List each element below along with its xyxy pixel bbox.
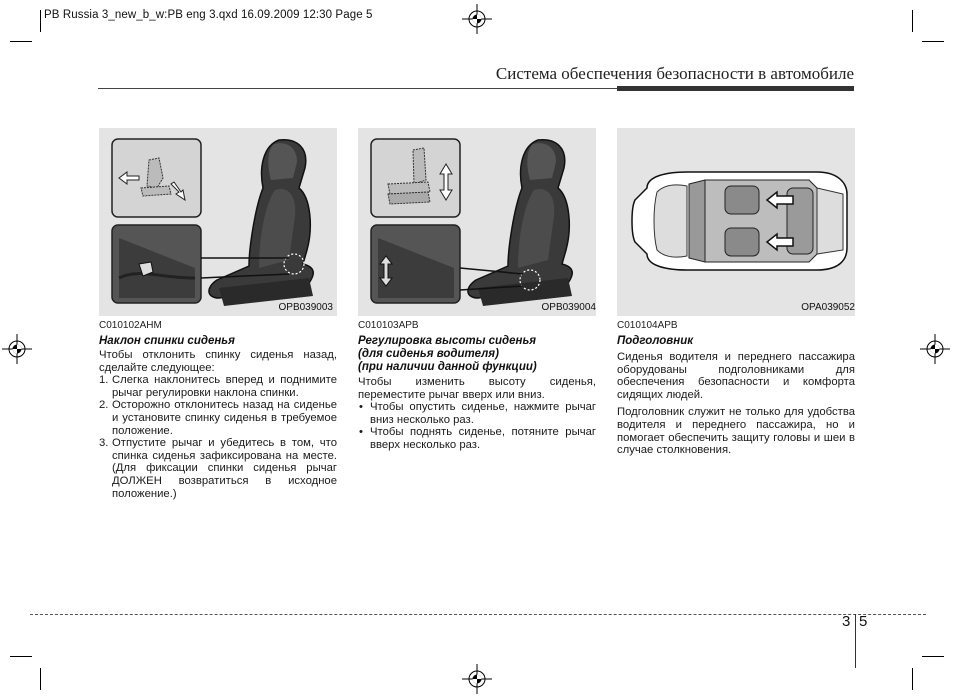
heading-line: (для сиденья водителя) bbox=[358, 348, 499, 360]
section-code: C010104APB bbox=[617, 320, 678, 331]
crop-mark bbox=[10, 656, 32, 657]
heading-line: Подголовник bbox=[617, 335, 694, 347]
list-item: • Чтобы опустить сиденье, нажмите рычаг вниз несколько раз. bbox=[358, 401, 596, 426]
paragraph: Подголовник служит не только для удобства водителя и переднего пассажира, но и помогает обеспечить защиту головы и шеи в случае столкновения. bbox=[617, 406, 855, 457]
figure-label: OPB039004 bbox=[541, 302, 596, 313]
intro-text: Чтобы отклонить спинку сиденья назад, сделайте следующее: bbox=[99, 349, 337, 374]
crop-mark bbox=[922, 656, 944, 657]
seat-height-drawing bbox=[358, 128, 596, 316]
chapter-number: 3 bbox=[842, 613, 851, 630]
slug-line: PB Russia 3_new_b_w:PB eng 3.qxd 16.09.2009 12:30 Page 5 bbox=[44, 9, 373, 21]
headrest-car-top-view-illustration bbox=[617, 128, 855, 316]
crop-mark bbox=[10, 41, 32, 42]
seatback-recline-illustration bbox=[99, 128, 337, 316]
heading-line: (при наличии данной функции) bbox=[358, 361, 537, 373]
list-item: 2. Осторожно отклонитесь назад на сиденье и установите спинку сиденья в требуемое положение. bbox=[99, 399, 337, 437]
header-rule-bar bbox=[617, 86, 854, 91]
car-top-view-drawing bbox=[617, 128, 855, 316]
section-heading bbox=[99, 335, 339, 348]
heading-line: Наклон спинки сиденья bbox=[99, 335, 235, 347]
bullet-list bbox=[358, 401, 596, 451]
paragraph: Сиденья водителя и переднего пассажира оборудованы подголовниками для обеспечения безопасности и комфорта сидящих людей. bbox=[617, 351, 855, 401]
section-heading bbox=[358, 335, 598, 374]
section-body bbox=[99, 349, 337, 500]
registration-mark-icon bbox=[462, 664, 492, 694]
figure-label: OPB039003 bbox=[278, 302, 333, 313]
list-item: 1. Слегка наклонитесь вперед и поднимите рычаг регулировки наклона спинки. bbox=[99, 374, 337, 399]
intro-text: Чтобы изменить высоту сиденья, переместите рычаг вверх или вниз. bbox=[358, 376, 596, 401]
heading-line: Регулировка высоты сиденья bbox=[358, 335, 537, 347]
crop-mark bbox=[40, 10, 41, 32]
footer-dotted-rule bbox=[30, 614, 926, 615]
list-item: 3. Отпустите рычаг и убедитесь в том, что спинка сиденья зафиксирована на месте. (Для фиксации спинки сиденья рычаг ДОЛЖЕН возвратиться в исходное положение.) bbox=[99, 437, 337, 500]
section-code: C010102AHM bbox=[99, 320, 162, 331]
section-body bbox=[617, 351, 855, 457]
registration-mark-icon bbox=[462, 4, 492, 34]
steps-list bbox=[99, 374, 337, 500]
seat-recline-drawing bbox=[99, 128, 337, 316]
crop-mark bbox=[912, 668, 913, 690]
section-heading bbox=[617, 335, 857, 348]
page-number: 5 bbox=[859, 613, 868, 630]
list-item: • Чтобы поднять сиденье, потяните рычаг вверх несколько раз. bbox=[358, 426, 596, 451]
registration-mark-icon bbox=[920, 334, 950, 364]
section-body bbox=[358, 376, 596, 452]
registration-mark-icon bbox=[2, 334, 32, 364]
crop-mark bbox=[40, 668, 41, 690]
page-number-divider bbox=[855, 614, 856, 668]
running-header-title: Система обеспечения безопасности в автомобиле bbox=[495, 64, 854, 83]
seat-height-illustration bbox=[358, 128, 596, 316]
figure-label: OPA039052 bbox=[801, 302, 855, 313]
section-code: C010103APB bbox=[358, 320, 419, 331]
crop-mark bbox=[922, 41, 944, 42]
crop-mark bbox=[912, 10, 913, 32]
